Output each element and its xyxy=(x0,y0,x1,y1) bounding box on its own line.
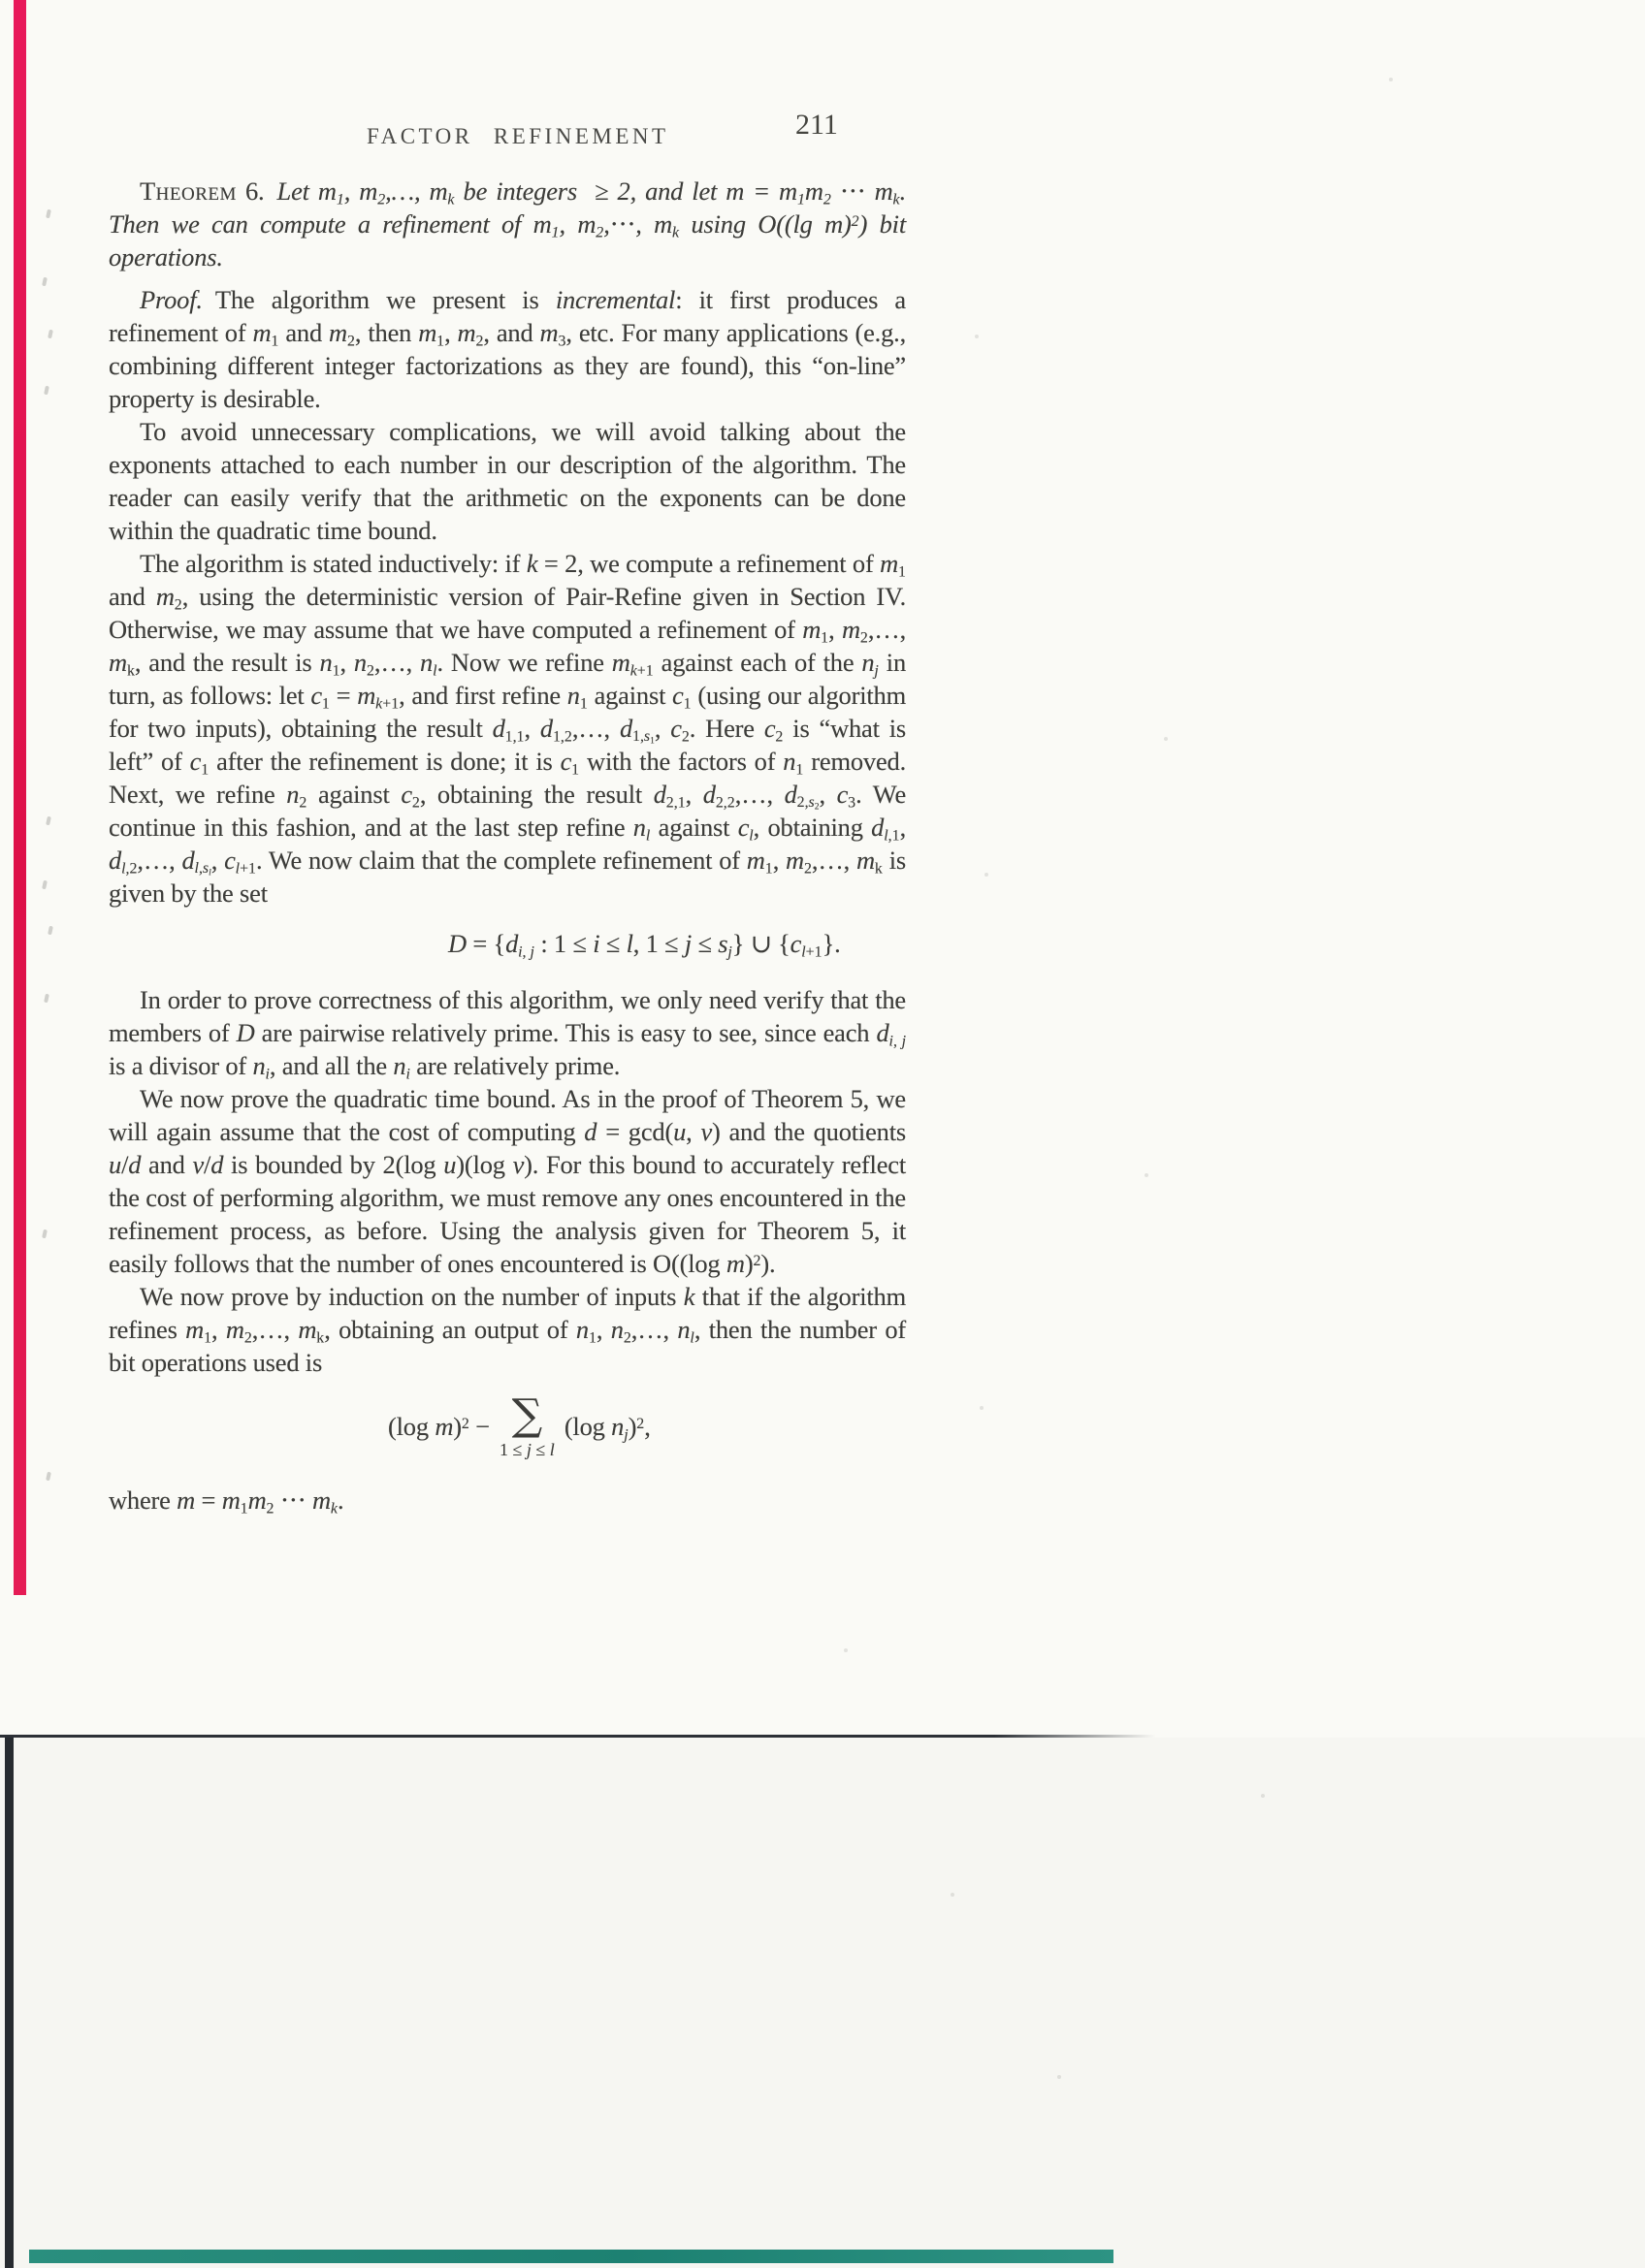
scan-speck xyxy=(1145,1173,1148,1177)
margin-mark xyxy=(44,994,49,1004)
margin-mark xyxy=(42,277,48,287)
summation-operator xyxy=(500,1390,555,1459)
proof-paragraph: Proof. The algorithm we present is incremental: it first produces a refinement of $m_1$ and $m_2$, then $m_1$, $m_2$, and $m_3$, etc. For many applications (e.g., combining different integer factorizations as they are found), this “on-line” property is desirable. xyxy=(109,285,906,413)
margin-mark xyxy=(46,1472,51,1482)
running-head xyxy=(109,109,1011,163)
page-under-sheet xyxy=(0,1738,1645,2268)
scan-speck xyxy=(951,1893,954,1897)
paragraph-avoid-complications: To avoid unnecessary complications, we will avoid talking about the exponents attached to each number in our description of the algorithm. The reader can easily verify that the arithmetic on the exponents can be done within the quadratic time bound. xyxy=(109,417,906,545)
page-edge-line xyxy=(0,1735,1156,1738)
margin-mark xyxy=(44,386,49,396)
display-equation-bit-operations xyxy=(388,1390,906,1459)
scan-speck xyxy=(980,1406,984,1410)
sigma-symbol: ∑ xyxy=(511,1390,543,1440)
paragraph-correctness: In order to prove correctness of this algorithm, we only need verify that the members of D are pairwise relatively prime. This is easy to see, since each $d_{i, j}$ is a divisor of $n_i$, and all the $n_i$ are relatively prime. xyxy=(109,985,906,1083)
paragraph-induction-on-inputs: We now prove by induction on the number of inputs k that if the algorithm refines $m_1$, $m_2,\dots$, $m_k$, obtaining an output of $n_1$, $n_2,\dots$, $n_l$, then the number of bit operations used is xyxy=(109,1282,907,1377)
article-body xyxy=(109,175,906,1517)
scan-speck xyxy=(1164,737,1168,741)
scan-speck xyxy=(1057,2075,1061,2079)
scan-speck xyxy=(984,873,988,877)
summation-limits: 1 ≤ j ≤ l xyxy=(500,1440,555,1459)
margin-mark xyxy=(42,880,48,890)
theorem-6-statement: Theorem 6. Let $m_1$, $m_2,\dots$, $m_k$ be integers ≥ 2, and let $m = m_1m_2$ ⋅⋅⋅ $m_k$. Then we can compute a refinement of $m_1$, $m_2,\cdot\cdot\cdot$, $m_k$ using O((lg m)$^2$) bit operations. xyxy=(109,176,907,272)
scan-speck xyxy=(1261,1794,1265,1798)
scan-stripe-teal xyxy=(29,2250,1113,2263)
equation-left-term: (log m)$^2$ − xyxy=(388,1412,490,1441)
margin-mark xyxy=(42,1230,48,1239)
page-edge-vertical xyxy=(5,1738,14,2268)
paragraph-algorithm-induction: The algorithm is stated inductively: if k = 2, we compute a refinement of $m_1$ and $m_2$, using the deterministic version of Pair-Refine given in Section IV. Otherwise, we may assume that we have computed a refinement of $m_1$, $m_2,\dots$, $m_k$, and the result is $n_1$, $n_2,\dots$, $n_l$. Now we refine $m_{k+1}$ against each of the $n_j$ in turn, as follows: let $c_1 = m_{k+1}$, and first refine $n_1$ against $c_1$ (using our algorithm for two inputs), obtaining the result $d_{1,1}$, $d_{1,2},\dots$, $d_{1,s_1}$, $c_2$. Here $c_2$ is “what is left” of $c_1$ after the refinement is done; it is $c_1$ with the factors of $n_1$ removed. Next, we refine $n_2$ against $c_2$, obtaining the result $d_{2,1}$, $d_{2,2},\dots$, $d_{2,s_2}$, $c_3$. We continue in this fashion, and at the last step refine $n_l$ against $c_l$, obtaining $d_{l,1}$, $d_{l,2},\dots$, $d_{l,s_l}$, $c_{l+1}$. We now claim that the complete refinement of $m_1$, $m_2,\dots$, $m_k$ is given by the set xyxy=(109,549,907,908)
scan-stripe-red xyxy=(14,0,26,1595)
paragraph-quadratic-bound: We now prove the quadratic time bound. As in the proof of Theorem 5, we will again assume that the cost of computing d = gcd(u, v) and the quotients u/d and v/d is bounded by 2(log u)(log v). For this bound to accurately reflect the cost of performing algorithm, we must remove any ones encountered in the refinement process, as before. Using the analysis given for Theorem 5, it easily follows that the number of ones encountered is O((log m)$^2$). xyxy=(109,1084,907,1278)
where-clause: where $m = m_1m_2$ ⋅⋅⋅ $m_k$. xyxy=(109,1485,344,1517)
page-number: 211 xyxy=(795,109,838,141)
scan-speck xyxy=(1389,78,1393,81)
margin-mark xyxy=(46,816,51,826)
margin-mark xyxy=(48,330,53,339)
display-equation-refinement-set: $D = \{d_{i, j}$ : 1 ≤ i ≤ l, $1 \le j \le s_j$} ∪ $\{c_{l+1}\}$. xyxy=(448,929,841,961)
scan-speck xyxy=(844,1648,848,1652)
equation-right-term: (log $n_j)^2$, xyxy=(564,1412,651,1444)
scan-speck xyxy=(975,335,979,338)
running-title: FACTOR REFINEMENT xyxy=(367,124,669,148)
margin-mark xyxy=(48,926,53,936)
margin-mark xyxy=(46,209,51,219)
